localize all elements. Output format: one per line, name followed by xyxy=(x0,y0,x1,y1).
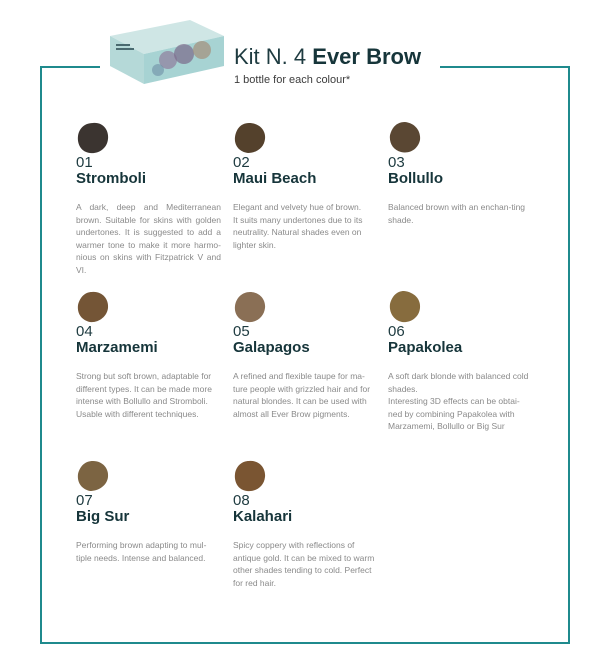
pigment-description: Strong but soft brown, adaptable for different types. It can be made more intense with Bollullo and Stromboli. Usable with different techniques. xyxy=(76,371,212,419)
pigment-number: 06 xyxy=(388,323,405,340)
pigment-name: Kalahari xyxy=(233,508,293,525)
pigment-name: Big Sur xyxy=(76,508,130,525)
swatch-blob xyxy=(233,290,267,324)
swatch-blob xyxy=(76,290,110,324)
pigment-number: 03 xyxy=(388,154,405,171)
pigment-card xyxy=(388,121,528,226)
pigment-name: Galapagos xyxy=(233,339,310,356)
pigment-description: Elegant and velvety hue of brown. It suits many undertones due to its neutrality. Natural shades even on lighter skin. xyxy=(233,202,363,250)
pigment-card xyxy=(233,459,378,589)
pigment-description: Spicy coppery with reflections of antique gold. It can be mixed to warm other shades tending to cold. Perfect for red hair. xyxy=(233,540,375,588)
pigment-description: A refined and flexible taupe for ma-ture people with grizzled hair and for natural blondes. It can be used with almost all Ever Brow pigments. xyxy=(233,371,371,419)
swatch-blob xyxy=(76,459,110,493)
pigment-card xyxy=(76,459,221,564)
pigment-number: 05 xyxy=(233,323,250,340)
pigment-card xyxy=(233,290,378,420)
pigment-name: Marzamemi xyxy=(76,339,158,356)
pigment-number: 04 xyxy=(76,323,93,340)
swatch-blob xyxy=(388,290,422,324)
pigment-card xyxy=(388,290,533,433)
pigment-name: Bollullo xyxy=(388,170,443,187)
pigment-card xyxy=(76,121,221,276)
pigment-name: Stromboli xyxy=(76,170,146,187)
pigment-description: A soft dark blonde with balanced cold shades. Interesting 3D effects can be obtai-ned by combining Papakolea with Marzamemi, Bollullo or Big Sur xyxy=(388,371,529,431)
pigment-name: Maui Beach xyxy=(233,170,317,187)
pigment-number: 08 xyxy=(233,492,250,509)
swatch-blob xyxy=(388,121,422,155)
swatch-blob xyxy=(233,459,267,493)
pigment-description: Balanced brown with an enchan-ting shade. xyxy=(388,202,526,225)
pigment-number: 02 xyxy=(233,154,250,171)
pigment-number: 01 xyxy=(76,154,93,171)
pigment-name: Papakolea xyxy=(388,339,463,356)
product-box-image xyxy=(106,14,228,86)
pigment-card xyxy=(233,121,373,251)
kit-subtitle: 1 bottle for each colour* xyxy=(234,74,351,86)
pigment-description: Performing brown adapting to mul-tiple needs. Intense and balanced. xyxy=(76,540,207,563)
kit-title-prefix: Kit N. 4 xyxy=(234,44,307,69)
pigment-card xyxy=(76,290,221,420)
pigment-description: A dark, deep and Mediterranean brown. Suitable for skins with golden undertones. It is suggested to add a warmer tone to make it more harmo-nious on skins with Fitzpatrick V and VI. xyxy=(76,202,221,275)
frame-divider-left xyxy=(40,66,100,68)
swatch-blob xyxy=(76,121,110,155)
frame-divider-right xyxy=(440,66,570,68)
kit-title-name: Ever Brow xyxy=(312,44,422,69)
swatch-blob xyxy=(233,121,267,155)
kit-title xyxy=(234,44,421,70)
pigment-number: 07 xyxy=(76,492,93,509)
